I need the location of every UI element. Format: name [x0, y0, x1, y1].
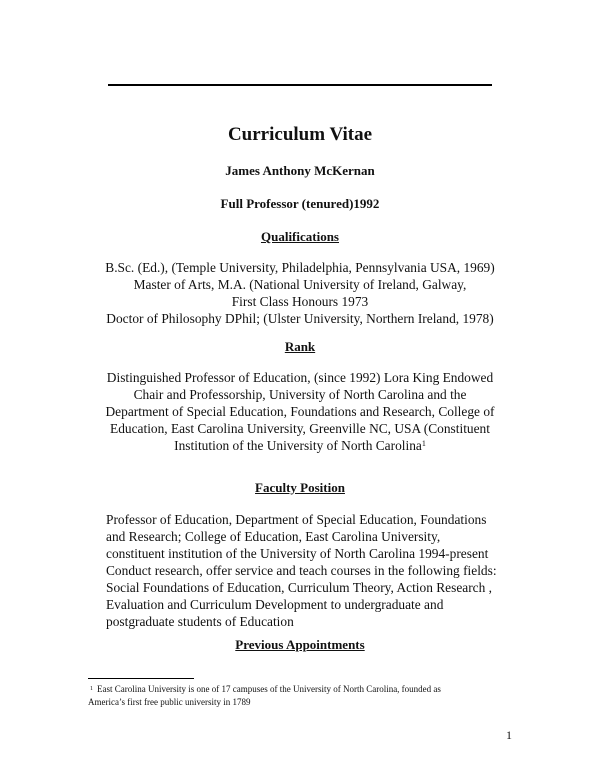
rank-heading: Rank	[284, 339, 316, 354]
qualification-line: First Class Honours 1973	[231, 294, 369, 309]
rank-line: Institution of the University of North Carolina	[174, 438, 422, 453]
qualification-line: Doctor of Philosophy DPhil; (Ulster University, Northern Ireland, 1978)	[106, 311, 494, 326]
previous-appointments-heading: Previous Appointments	[235, 637, 365, 652]
qualification-line: B.Sc. (Ed.), (Temple University, Philadelphia, Pennsylvania USA, 1969)	[105, 260, 495, 275]
position-title: Full Professor (tenured)1992	[220, 196, 380, 211]
header-rule	[108, 84, 492, 86]
rank-line: Distinguished Professor of Education, (since 1992) Lora King Endowed	[106, 370, 494, 385]
faculty-line: Evaluation and Curriculum Development to undergraduate and	[106, 597, 444, 612]
document-title: Curriculum Vitae	[227, 124, 373, 145]
rank-line: Chair and Professorship, University of North Carolina and the	[133, 387, 467, 402]
footnote	[88, 683, 508, 709]
faculty-line: Conduct research, offer service and teach courses in the following fields:	[106, 563, 497, 578]
rank-line: Department of Special Education, Foundations and Research, College of	[105, 404, 495, 419]
rank-text	[0, 369, 600, 454]
faculty-line: Social Foundations of Education, Curriculum Theory, Action Research ,	[106, 580, 493, 595]
footnote-reference[interactable]: 1	[421, 439, 426, 448]
faculty-position-heading: Faculty Position	[255, 480, 345, 495]
faculty-line: Professor of Education, Department of Special Education, Foundations	[106, 512, 487, 527]
page-number: 1	[506, 728, 512, 742]
qualifications-heading: Qualifications	[260, 229, 339, 244]
rank-line-last	[0, 437, 600, 454]
qualification-line: Master of Arts, M.A. (National University of Ireland, Galway,	[133, 277, 467, 292]
faculty-line: and Research; College of Education, East Carolina University,	[106, 529, 441, 544]
author-name: James Anthony McKernan	[225, 163, 375, 178]
footnote-mark: 1	[90, 686, 93, 692]
footnote-line: America’s first free public university in 1789	[88, 697, 251, 707]
footnote-line-first	[88, 683, 508, 696]
faculty-position-text	[106, 511, 526, 630]
faculty-line: constituent institution of the University of North Carolina 1994-present	[106, 546, 489, 561]
rank-line: Education, East Carolina University, Greenville NC, USA (Constituent	[110, 421, 490, 436]
qualifications-list	[0, 259, 600, 327]
faculty-line: postgraduate students of Education	[106, 614, 294, 629]
footnote-rule	[88, 678, 194, 679]
footnote-line: East Carolina University is one of 17 campuses of the University of North Carolina, founded as	[97, 684, 441, 694]
